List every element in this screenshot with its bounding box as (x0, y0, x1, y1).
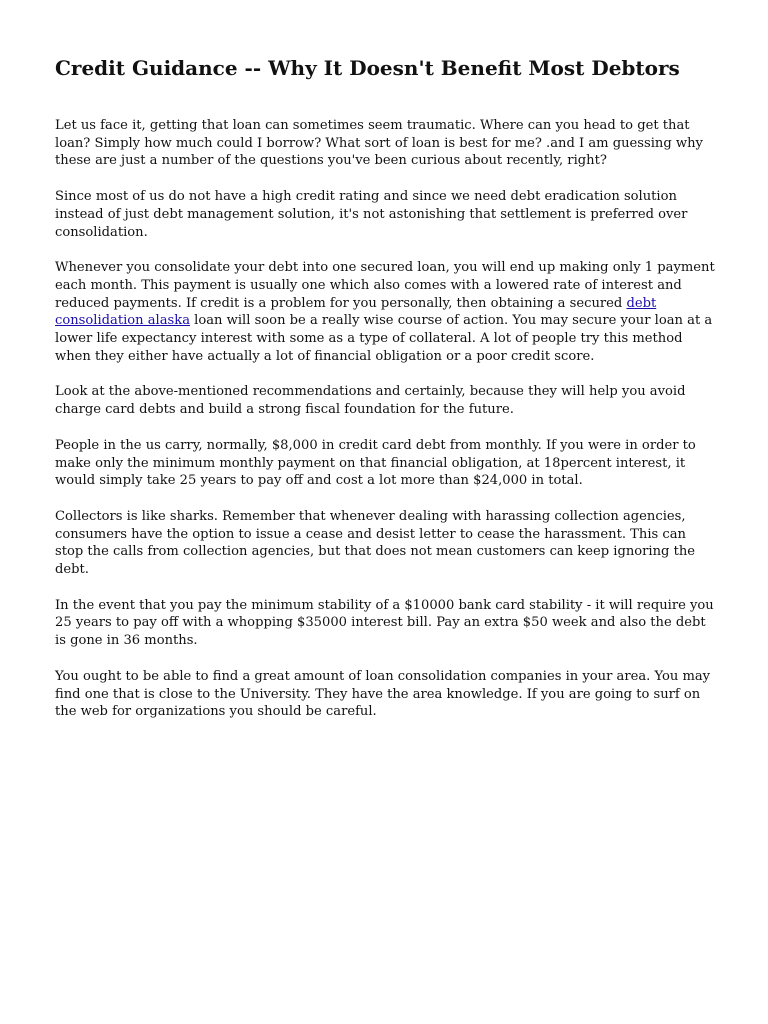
paragraph-3-text-before: Whenever you consolidate your debt into one secured loan, you will end up making only 1 payment each month. This payment is usually one which also comes with a lowered rate of interest and reduced payments. If credit is a problem for you personally, then obtaining a secured (55, 260, 715, 311)
paragraph-4: Look at the above-mentioned recommendations and certainly, because they will help you avoid charge card debts and build a strong fiscal foundation for the future. (55, 384, 686, 418)
article-body (55, 117, 717, 721)
paragraph-3-text-after: loan will soon be a really wise course of action. You may secure your loan at a lower life expectancy interest with some as a type of collateral. A lot of people try this method when they either have actually a lot of financial obligation or a poor credit score. (55, 313, 713, 364)
page-title: Credit Guidance -- Why It Doesn't Benefit Most Debtors (55, 56, 680, 80)
paragraph-6: Collectors is like sharks. Remember that whenever dealing with harassing collection agencies, consumers have the option to issue a cease and desist letter to cease the harassment. This can stop the calls from collection agencies, but that does not mean customers can keep ignoring the debt. (55, 508, 696, 578)
paragraph-3 (55, 259, 717, 365)
paragraph-8: You ought to be able to find a great amount of loan consolidation companies in your area. You may find one that is close to the University. They have the area knowledge. If you are going to surf on the web for organizations you should be careful. (55, 668, 711, 720)
paragraph-7: In the event that you pay the minimum stability of a $10000 bank card stability - it will require you 25 years to pay off with a whopping $35000 interest bill. Pay an extra $50 week and also the debt is gone in 36 months. (55, 597, 714, 649)
paragraph-5: People in the us carry, normally, $8,000 in credit card debt from monthly. If you were in order to make only the minimum monthly payment on that financial obligation, at 18percent interest, it would simply take 25 years to pay off and cost a lot more than $24,000 in total. (55, 437, 696, 489)
document-page (55, 54, 717, 739)
debt-consolidation-alaska-link[interactable]: debt consolidation alaska (55, 295, 657, 329)
paragraph-2: Since most of us do not have a high credit rating and since we need debt eradication solution instead of just debt management solution, it's not astonishing that settlement is preferred over consolidation. (55, 189, 688, 240)
paragraph-1: Let us face it, getting that loan can sometimes seem traumatic. Where can you head to get that loan? Simply how much could I borrow? What sort of loan is best for me? .and I am guessing why these are just a number of the questions you've been curious about recently, right? (55, 118, 703, 169)
